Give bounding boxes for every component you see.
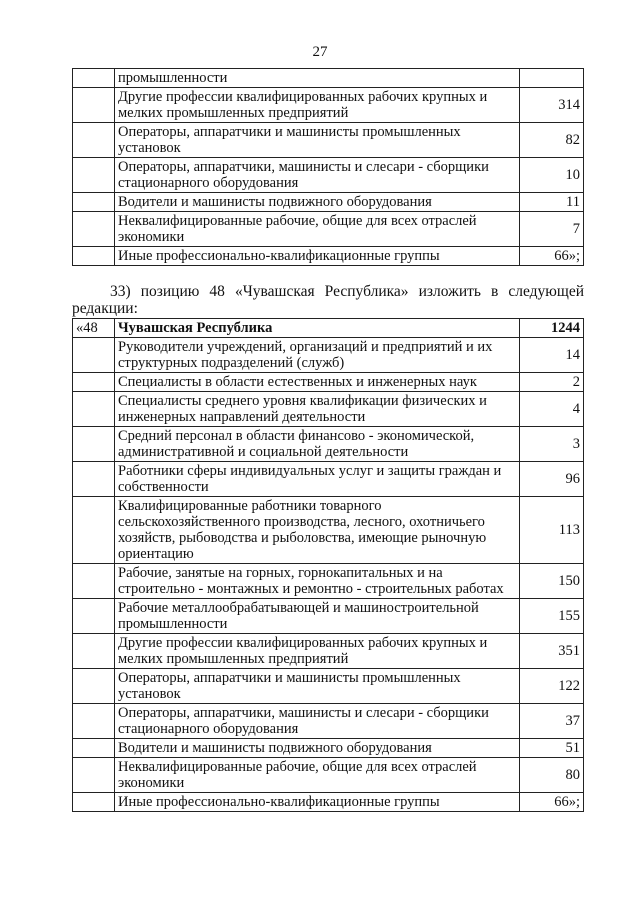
- position-cell: [73, 564, 115, 599]
- value-cell: 155: [520, 599, 584, 634]
- paragraph-line-1: 33) позицию 48 «Чувашская Республика» изложить в следующей: [110, 283, 584, 300]
- table-row: [73, 123, 584, 158]
- category-cell: Операторы, аппаратчики и машинисты промышленных установок: [115, 669, 520, 704]
- category-cell: Специалисты в области естественных и инженерных наук: [115, 373, 520, 392]
- category-cell: Работники сферы индивидуальных услуг и защиты граждан и собственности: [115, 462, 520, 497]
- value-cell: 96: [520, 462, 584, 497]
- position-cell: [73, 193, 115, 212]
- category-cell: Иные профессионально-квалификационные группы: [115, 793, 520, 812]
- position-cell: [73, 88, 115, 123]
- value-cell: 150: [520, 564, 584, 599]
- value-cell: 80: [520, 758, 584, 793]
- table-row: [73, 247, 584, 266]
- category-cell: Операторы, аппаратчики, машинисты и слесари - сборщики стационарного оборудования: [115, 158, 520, 193]
- paragraph-line-2: редакции:: [72, 300, 138, 317]
- value-cell: 3: [520, 427, 584, 462]
- position-cell: [73, 123, 115, 158]
- table-row: [73, 599, 584, 634]
- position-cell: [73, 427, 115, 462]
- value-cell: [520, 69, 584, 88]
- position-cell: [73, 373, 115, 392]
- table-row: [73, 793, 584, 812]
- position-cell: [73, 497, 115, 564]
- position-cell: «48: [73, 319, 115, 338]
- table-row: [73, 634, 584, 669]
- position-cell: [73, 462, 115, 497]
- position-cell: [73, 669, 115, 704]
- category-cell: Специалисты среднего уровня квалификации физических и инженерных направлений деятельности: [115, 392, 520, 427]
- table-chuvash-republic: [72, 318, 584, 812]
- table-header-row: [73, 319, 584, 338]
- value-cell: 351: [520, 634, 584, 669]
- position-cell: [73, 158, 115, 193]
- table-row: [73, 193, 584, 212]
- position-cell: [73, 634, 115, 669]
- table-row: [73, 497, 584, 564]
- category-cell: Рабочие металлообрабатывающей и машиностроительной промышленности: [115, 599, 520, 634]
- value-cell: 66»;: [520, 793, 584, 812]
- table-row: [73, 739, 584, 758]
- category-cell: Руководители учреждений, организаций и предприятий и их структурных подразделений (служб): [115, 338, 520, 373]
- table-row: [73, 427, 584, 462]
- value-cell: 314: [520, 88, 584, 123]
- value-cell: 113: [520, 497, 584, 564]
- table-row: [73, 669, 584, 704]
- value-cell: 2: [520, 373, 584, 392]
- value-cell: 14: [520, 338, 584, 373]
- position-cell: [73, 704, 115, 739]
- category-cell: Другие профессии квалифицированных рабочих крупных и мелких промышленных предприятий: [115, 88, 520, 123]
- position-cell: [73, 739, 115, 758]
- category-cell: Водители и машинисты подвижного оборудования: [115, 193, 520, 212]
- table-row: [73, 392, 584, 427]
- category-cell: Рабочие, занятые на горных, горнокапитальных и на строительно - монтажных и ремонтно - строительных работах: [115, 564, 520, 599]
- table-row: [73, 338, 584, 373]
- position-cell: [73, 599, 115, 634]
- category-cell: Операторы, аппаратчики и машинисты промышленных установок: [115, 123, 520, 158]
- category-cell: Водители и машинисты подвижного оборудования: [115, 739, 520, 758]
- table-row: [73, 758, 584, 793]
- region-total-cell: 1244: [520, 319, 584, 338]
- region-name-cell: Чувашская Республика: [115, 319, 520, 338]
- table-row: [73, 462, 584, 497]
- value-cell: 122: [520, 669, 584, 704]
- table-row: [73, 212, 584, 247]
- category-cell: Средний персонал в области финансово - экономической, административной и социальной деятельности: [115, 427, 520, 462]
- table-continued: [72, 68, 584, 266]
- table-row: [73, 373, 584, 392]
- position-cell: [73, 793, 115, 812]
- position-cell: [73, 247, 115, 266]
- category-cell: Другие профессии квалифицированных рабочих крупных и мелких промышленных предприятий: [115, 634, 520, 669]
- page-number: 27: [312, 44, 328, 60]
- table-row: [73, 88, 584, 123]
- category-cell: Неквалифицированные рабочие, общие для всех отраслей экономики: [115, 212, 520, 247]
- value-cell: 11: [520, 193, 584, 212]
- position-cell: [73, 69, 115, 88]
- position-cell: [73, 212, 115, 247]
- value-cell: 51: [520, 739, 584, 758]
- category-cell: Иные профессионально-квалификационные группы: [115, 247, 520, 266]
- value-cell: 10: [520, 158, 584, 193]
- category-cell: Операторы, аппаратчики, машинисты и слесари - сборщики стационарного оборудования: [115, 704, 520, 739]
- category-cell: промышленности: [115, 69, 520, 88]
- value-cell: 7: [520, 212, 584, 247]
- category-cell: Квалифицированные работники товарного сельскохозяйственного производства, лесного, охотничьего хозяйств, рыбоводства и рыболовства, имеющие рыночную ориентацию: [115, 497, 520, 564]
- value-cell: 82: [520, 123, 584, 158]
- position-cell: [73, 392, 115, 427]
- table-row: [73, 564, 584, 599]
- value-cell: 4: [520, 392, 584, 427]
- position-cell: [73, 758, 115, 793]
- table-row: [73, 158, 584, 193]
- category-cell: Неквалифицированные рабочие, общие для всех отраслей экономики: [115, 758, 520, 793]
- position-cell: [73, 338, 115, 373]
- value-cell: 37: [520, 704, 584, 739]
- table-row: [73, 704, 584, 739]
- value-cell: 66»;: [520, 247, 584, 266]
- table-row: [73, 69, 584, 88]
- amendment-paragraph: [72, 283, 584, 317]
